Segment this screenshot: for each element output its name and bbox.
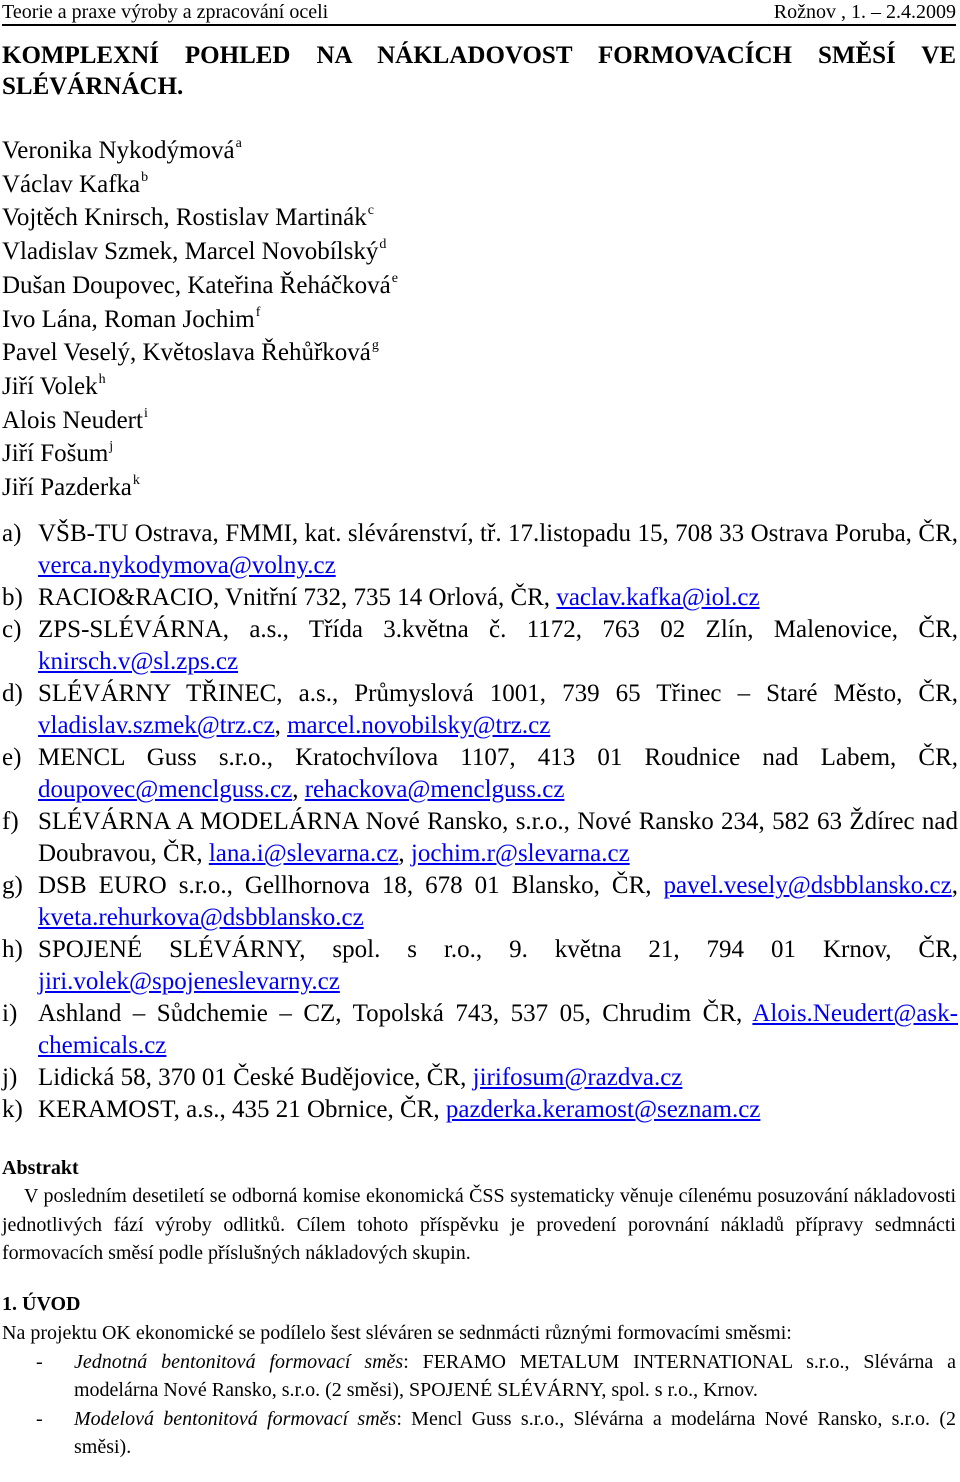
email-link[interactable]: jiri.volek@spojeneslevarny.cz: [38, 968, 340, 995]
email-link[interactable]: pavel.vesely@dsbblansko.cz: [663, 872, 952, 899]
affiliation-k: k) KERAMOST, a.s., 435 21 Obrnice, ČR, pazderka.keramost@seznam.cz: [2, 1096, 761, 1123]
affiliation-i: i) Ashland – Sůdchemie – CZ, Topolská 743, 537 05, Chrudim ČR, Alois.Neudert@ask-chemicals.cz: [2, 1000, 958, 1059]
email-link[interactable]: verca.nykodymova@volny.cz: [38, 552, 336, 579]
email-link[interactable]: Alois.Neudert@ask-chemicals.cz: [38, 1000, 958, 1059]
paper-title: KOMPLEXNÍ POHLED NA NÁKLADOVOST FORMOVACÍCH SMĚSÍ VE SLÉVÁRNÁCH.: [2, 42, 956, 100]
email-link[interactable]: vaclav.kafka@iol.cz: [556, 584, 760, 611]
email-link[interactable]: marcel.novobilsky@trz.cz: [287, 712, 551, 739]
affiliation-e: e) MENCL Guss s.r.o., Kratochvílova 1107, 413 01 Roudnice nad Labem, ČR, doupovec@menclguss.cz, rehackova@menclguss.cz: [2, 744, 958, 803]
affiliation-a: a) VŠB-TU Ostrava, FMMI, kat. slévárenství, tř. 17.listopadu 15, 708 33 Ostrava Poruba, ČR, verca.nykodymova@volny.cz: [2, 520, 958, 579]
affiliation-h: h) SPOJENÉ SLÉVÁRNY, spol. s r.o., 9. května 21, 794 01 Krnov, ČR, jiri.volek@spojeneslevarny.cz: [2, 936, 958, 995]
affiliation-f: f) SLÉVÁRNA A MODELÁRNA Nové Ransko, s.r.o., Nové Ransko 234, 582 63 Ždírec nad Doubravou, ČR, lana.i@slevarna.cz, jochim.r@slevarna.cz: [2, 808, 958, 867]
intro-paragraph: Na projektu OK ekonomické se podílelo šest sléváren se sednmácti různými formovacími směsmi:: [2, 1322, 792, 1344]
author-line: Jiří Volek$^h$: [2, 371, 106, 400]
header-conference: Teorie a praxe výroby a zpracování oceli: [2, 1, 329, 23]
affiliation-d: d) SLÉVÁRNY TŘINEC, a.s., Průmyslová 1001, 739 65 Třinec – Staré Město, ČR, vladislav.szmek@trz.cz, marcel.novobilsky@trz.cz: [2, 680, 958, 739]
running-header: [2, 0, 956, 26]
email-link[interactable]: vladislav.szmek@trz.cz: [38, 712, 275, 739]
email-link[interactable]: rehackova@menclguss.cz: [304, 776, 565, 803]
email-link[interactable]: pazderka.keramost@seznam.cz: [445, 1096, 761, 1123]
email-link[interactable]: knirsch.v@sl.zps.cz: [38, 648, 239, 675]
author-line: Václav Kafka$^b$: [2, 169, 149, 198]
email-link[interactable]: kveta.rehurkova@dsbblansko.cz: [38, 904, 364, 931]
author-line: Vladislav Szmek, Marcel Novobílský$^d$: [2, 237, 387, 266]
list-item: - Jednotná bentonitová formovací směs: FERAMO METALUM INTERNATIONAL s.r.o., Slévárna a modelárna Nové Ransko, s.r.o. (2 směsi), SPOJENÉ SLÉVÁRNY, spol. s r.o., Krnov.: [36, 1350, 956, 1401]
header-date: Rožnov , 1. – 2.4.2009: [773, 1, 956, 23]
author-line: Jiří Pazderka$^k$: [2, 473, 140, 502]
author-line: Dušan Doupovec, Kateřina Řeháčková$^e$: [2, 270, 398, 299]
author-line: Pavel Veselý, Květoslava Řehůřková$^g$: [2, 338, 379, 367]
author-line: Vojtěch Knirsch, Rostislav Martinák$^c$: [2, 203, 374, 232]
author-list: [2, 134, 398, 505]
author-line: Ivo Lána, Roman Jochim$^f$: [2, 304, 261, 333]
email-link[interactable]: jochim.r@slevarna.cz: [410, 840, 630, 867]
author-line: Veronika Nykodýmová$^a$: [2, 136, 242, 164]
affiliation-list: [2, 518, 958, 1126]
section-heading-intro: 1. ÚVOD: [2, 1293, 81, 1315]
affiliation-j: j) Lidická 58, 370 01 České Budějovice, ČR, jirifosum@razdva.cz: [2, 1064, 683, 1091]
affiliation-b: b) RACIO&RACIO, Vnitřní 732, 735 14 Orlová, ČR, vaclav.kafka@iol.cz: [2, 584, 760, 611]
list-item: - Modelová bentonitová formovací směs: Mencl Guss s.r.o., Slévárna a modelárna Nové Ransko, s.r.o. (2 směsi).: [36, 1407, 956, 1458]
abstract-text: V posledním desetiletí se odborná komise ekonomická ČSS systematicky věnuje cílenému posuzování nákladovosti jednotlivých fází výroby odlitků. Cílem tohoto příspěvku je provedení porovnání nákladů přípravy sedmnácti formovacích směsí podle příslušných nákladových skupin.: [2, 1185, 956, 1265]
email-link[interactable]: lana.i@slevarna.cz: [208, 840, 399, 867]
email-link[interactable]: jirifosum@razdva.cz: [472, 1064, 683, 1091]
affiliation-g: g) DSB EURO s.r.o., Gellhornova 18, 678 01 Blansko, ČR, pavel.vesely@dsbblansko.cz, kveta.rehurkova@dsbblansko.cz: [2, 872, 958, 931]
abstract-heading: Abstrakt: [2, 1157, 79, 1179]
author-line: Alois Neudert$^i$: [2, 405, 148, 434]
affiliation-c: c) ZPS-SLÉVÁRNA, a.s., Třída 3.května č. 1172, 763 02 Zlín, Malenovice, ČR, knirsch.v@sl.zps.cz: [2, 616, 958, 675]
email-link[interactable]: doupovec@menclguss.cz: [38, 776, 293, 803]
author-line: Jiří Fošum$^j$: [2, 439, 114, 468]
intro-body: [2, 1319, 956, 1462]
